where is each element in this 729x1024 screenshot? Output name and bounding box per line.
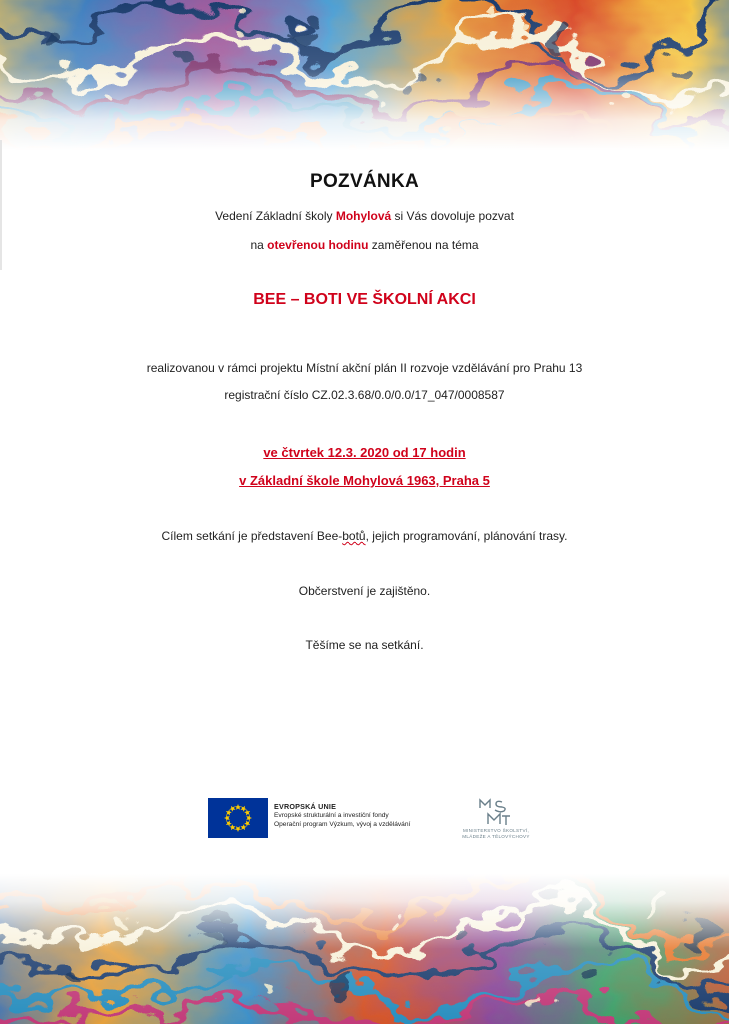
msmt-logo-icon	[474, 798, 514, 826]
eu-flag-icon	[208, 798, 268, 838]
intro-line-1	[0, 209, 729, 223]
project-line: realizovanou v rámci projektu Místní akční plán II rozvoje vzdělávání pro Prahu 13	[146, 361, 583, 375]
goal-line-end: , jejich programování, plánování trasy.	[365, 529, 568, 543]
msmt-line-1: MINISTERSTVO ŠKOLSTVÍ,	[462, 828, 530, 833]
refreshment-line: Občerstvení je zajištěno.	[298, 584, 431, 598]
invitation-title: POZVÁNKA	[309, 171, 419, 192]
goal-line	[0, 529, 729, 543]
intro-line-2-start: na	[250, 238, 268, 252]
eu-title: EVROPSKÁ UNIE	[274, 802, 337, 811]
event-date-line	[0, 444, 729, 462]
eu-funds-line: Evropské strukturální a investiční fondy	[274, 812, 389, 819]
school-name: Mohylová	[335, 209, 392, 223]
intro-line-2	[0, 238, 729, 252]
msmt-logo	[454, 798, 538, 842]
closing-line: Těšíme se na setkání.	[305, 638, 424, 652]
spellcheck-word: botů	[342, 529, 366, 543]
eu-logo-text	[274, 802, 410, 829]
sponsor-logos	[208, 796, 538, 842]
event-date: ve čtvrtek 12.3. 2020 od 17 hodin	[263, 445, 466, 460]
intro-line-2-end: zaměřenou na téma	[368, 238, 479, 252]
eu-program-line: Operační program Výzkum, vývoj a vzdělávání	[274, 821, 411, 828]
registration-number: registrační číslo CZ.02.3.68/0.0/0.0/17_047/0008587	[224, 388, 505, 402]
decorative-footer-band	[0, 874, 729, 1024]
goal-line-start: Cílem setkání je představení Bee-	[161, 529, 343, 543]
event-type: otevřenou hodinu	[267, 238, 369, 252]
msmt-line-2: MLÁDEŽE A TĚLOVÝCHOVY	[462, 834, 530, 839]
event-place: v Základní škole Mohylová 1963, Praha 5	[239, 473, 490, 488]
msmt-logo-text	[454, 828, 538, 840]
event-subject: BEE – BOTI VE ŠKOLNÍ AKCI	[253, 291, 476, 308]
event-place-line	[0, 472, 729, 490]
intro-line-1-end: si Vás dovoluje pozvat	[391, 209, 514, 223]
intro-line-1-start: Vedení Základní školy	[215, 209, 336, 223]
decorative-header-band	[0, 0, 729, 150]
